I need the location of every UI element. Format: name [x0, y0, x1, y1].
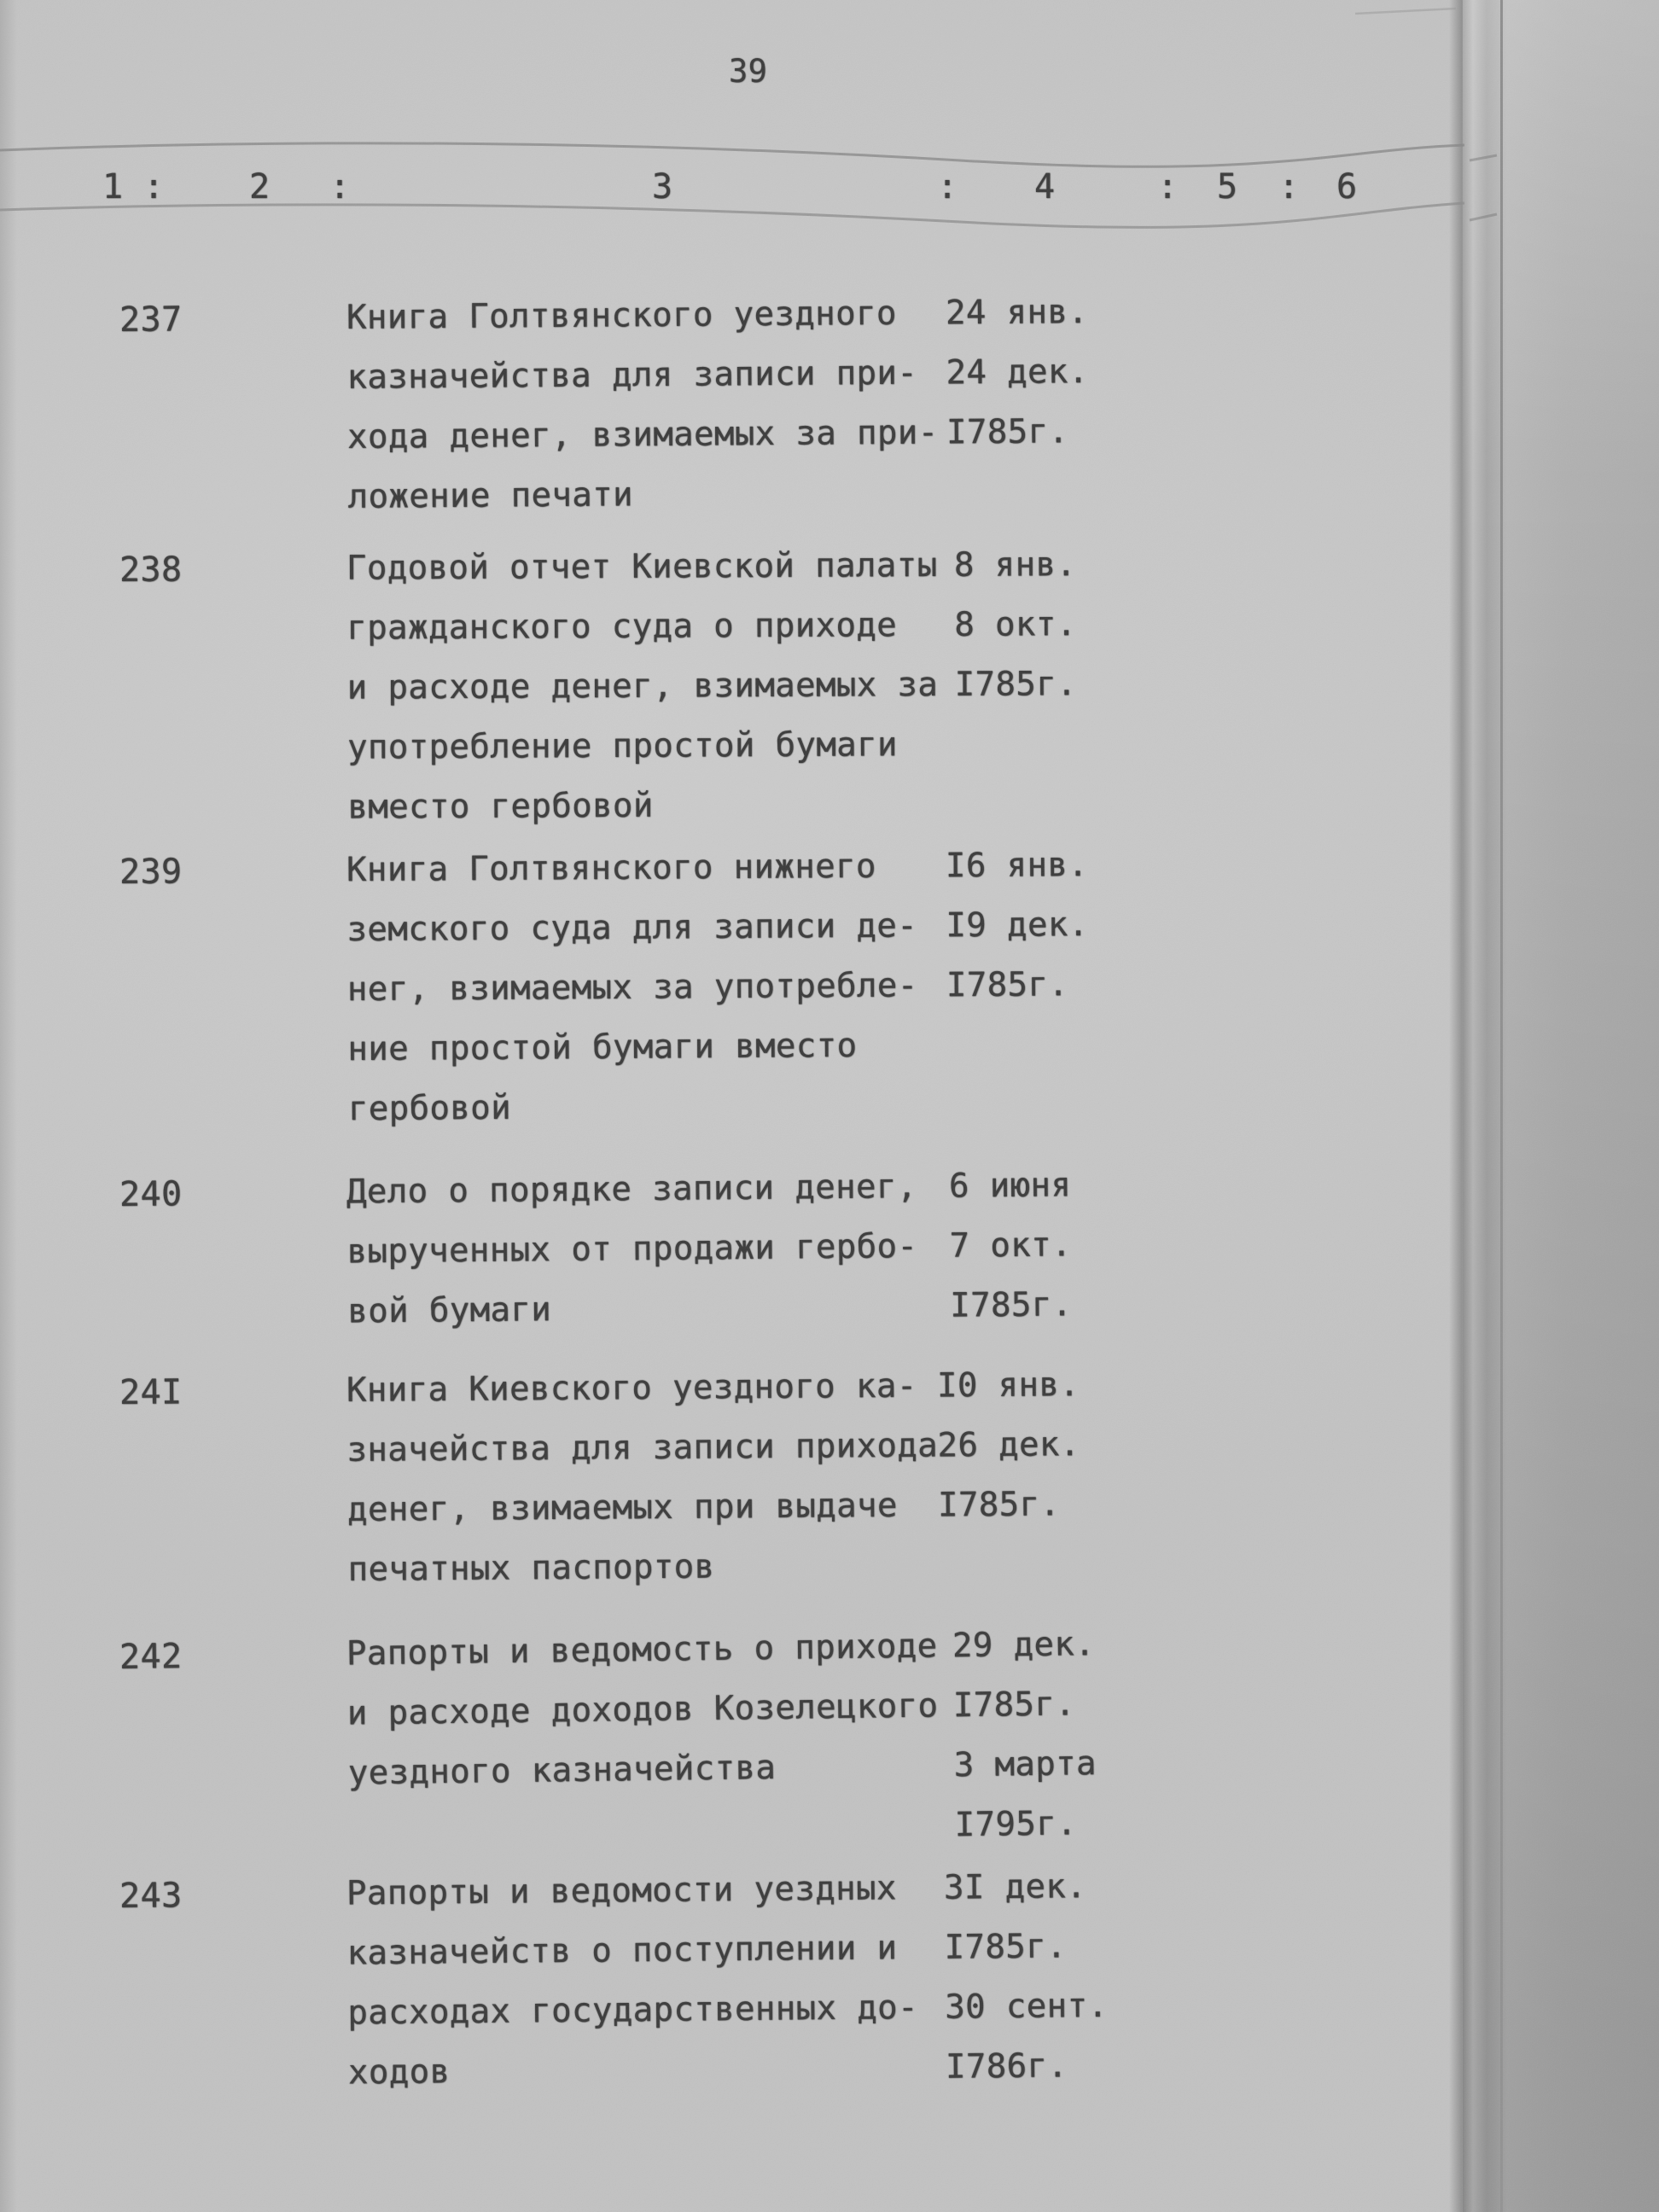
page-number: 39: [729, 53, 768, 90]
entry-dates: [937, 1354, 1169, 1535]
description-line: Книга Голтвянского уездного: [346, 294, 897, 337]
date-line: I786г.: [945, 2046, 1068, 2087]
column-separator: :: [1157, 167, 1179, 207]
date-line: I785г.: [954, 665, 1078, 704]
description-line: Годовой отчет Киевской палаты: [346, 545, 938, 588]
description-line: расходах государственных до-: [347, 1988, 919, 2033]
header-col-2: 2: [249, 167, 271, 207]
entry-number: 240: [119, 1174, 183, 1214]
date-line: 7 окт.: [949, 1225, 1073, 1266]
description-line: уездного казначейства: [347, 1748, 777, 1793]
description-line: ложение печати: [347, 475, 634, 516]
entry-dates: [952, 1614, 1185, 1856]
entry-description: [346, 283, 1014, 527]
date-line: I785г.: [950, 1285, 1073, 1325]
description-line: ходов: [347, 2052, 451, 2093]
entry-dates: [944, 1856, 1177, 2098]
description-line: вырученных от продажи гербо-: [346, 1227, 918, 1272]
description-line: Книга Киевского уездного ка-: [346, 1366, 917, 1410]
entry-dates: [954, 534, 1185, 714]
description-line: денег, взимаемых при выдаче: [346, 1486, 899, 1529]
entry-number: 242: [119, 1637, 183, 1677]
date-line: I785г.: [944, 1927, 1068, 1967]
description-line: значейства для записи прихода: [346, 1426, 939, 1470]
column-separator: :: [143, 167, 165, 207]
entry-number: 243: [119, 1876, 183, 1916]
description-line: казначейств о поступлении и: [346, 1929, 898, 1973]
description-line: Дело о порядке записи денег,: [346, 1167, 917, 1212]
description-line: Рапорты и ведомости уездных: [346, 1869, 897, 1913]
description-line: земского суда для записи де-: [346, 906, 918, 950]
header-col-3: 3: [652, 167, 673, 207]
description-line: вместо гербовой: [347, 786, 654, 827]
entry-number: 237: [119, 300, 183, 340]
entry-description: [346, 1858, 1015, 2103]
second-sheet-edge: [1500, 0, 1503, 2212]
date-line: 3I дек.: [943, 1867, 1087, 1907]
date-line: 3 марта: [953, 1744, 1097, 1785]
table-header-rules: [0, 0, 1659, 307]
date-line: 6 июня: [948, 1166, 1072, 1206]
date-line: 29 дек.: [952, 1625, 1096, 1666]
entry-description: [346, 1156, 1014, 1342]
entry-dates: [949, 1155, 1181, 1336]
description-line: гражданского суда о приходе: [346, 606, 898, 648]
description-line: гербовой: [347, 1088, 512, 1129]
header-col-4: 4: [1034, 167, 1056, 207]
column-separator: :: [1278, 167, 1300, 207]
date-line: 8 окт.: [954, 605, 1077, 644]
description-line: и расходе денег, взимаемых за: [346, 665, 939, 707]
description-line: казначейства для записи при-: [346, 353, 918, 397]
entry-number: 238: [119, 550, 183, 590]
description-line: Рапорты и ведомость о приходе: [346, 1627, 938, 1674]
description-line: Книга Голтвянского нижнего: [346, 847, 877, 890]
date-line: I6 янв.: [945, 846, 1089, 886]
entry-description: [346, 1356, 1014, 1600]
date-line: I785г.: [946, 412, 1069, 452]
column-separator: :: [937, 167, 958, 207]
entry-description: [346, 536, 1014, 838]
description-line: ние простой бумаги вместо: [347, 1026, 858, 1069]
description-line: и расходе доходов Козелецкого: [346, 1686, 939, 1733]
header-col-6: 6: [1336, 167, 1358, 207]
date-line: 30 сент.: [945, 1986, 1109, 2027]
date-line: I785г.: [952, 1685, 1076, 1726]
description-line: печатных паспортов: [347, 1547, 715, 1589]
description-line: нег, взимаемых за употребле-: [346, 966, 918, 1010]
date-line: 8 янв.: [953, 545, 1077, 585]
date-line: 26 дек.: [937, 1425, 1080, 1465]
entry-number: 24I: [119, 1372, 183, 1412]
date-line: I0 янв.: [936, 1365, 1080, 1406]
column-separator: :: [329, 167, 351, 207]
description-line: употребление простой бумаги: [346, 725, 898, 767]
date-line: I795г.: [954, 1804, 1078, 1845]
description-line: хода денег, взимаемых за при-: [346, 413, 939, 457]
date-line: 24 дек.: [946, 352, 1089, 393]
entry-dates: [946, 835, 1177, 1016]
date-line: I9 дек.: [946, 905, 1089, 946]
header-col-5: 5: [1217, 167, 1238, 207]
entry-description: [346, 1615, 1015, 1803]
entry-dates: [946, 282, 1178, 463]
underlying-pages-edge: [1463, 0, 1659, 2212]
date-line: I785г.: [937, 1485, 1061, 1525]
date-line: I785г.: [946, 965, 1069, 1005]
entry-description: [346, 836, 1014, 1139]
description-line: вой бумаги: [347, 1290, 552, 1331]
entry-number: 239: [119, 852, 183, 892]
date-line: 24 янв.: [945, 293, 1089, 333]
header-col-1: 1: [102, 167, 124, 207]
